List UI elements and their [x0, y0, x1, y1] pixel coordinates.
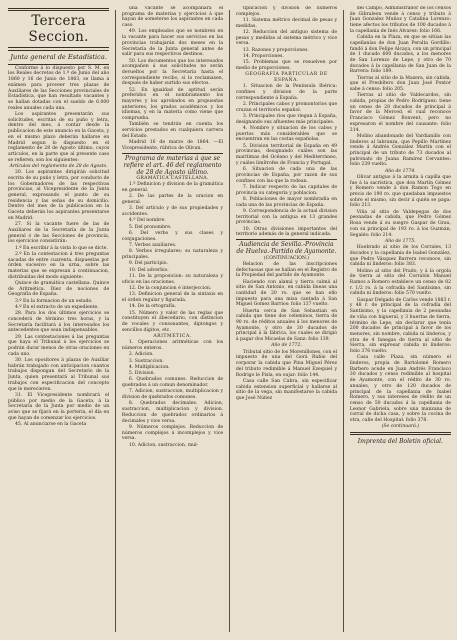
paragraph: Viña al sitio de Valdepegas de dos peonadas de cabida, que Pedro Gómez Rosa vende á su suegro Gaspar de Grau, con su principal de 193 ro. á los Guzmán, Segalés: folio 214. — [349, 209, 451, 238]
title-rule-top — [8, 8, 109, 11]
list-item: 14. De la ortografía. — [128, 304, 177, 310]
list-item: 8. Quebrados decimales. Adicion, sustraccion, multiplicacion y division. Reduccion de quebrados ordinarios á decimales y vice versa. — [121, 401, 224, 424]
paragraph: 1.º En escribir á la vista lo que se dicte. — [15, 245, 108, 251]
column-4 — [350, 6, 451, 640]
list-item: 10. Del adverbio. — [128, 267, 169, 273]
paragraph: Tierras al sitio de Valdecardos, sin cabida, propias de Pedro Rodríguez: tiene un censo de 28 ducados de principal á favor de la Merced, el cual reconoce Francisco Gómez Bonvent, pero no expresaron el nombre del causante: folio 214. — [349, 93, 451, 133]
reglamento-heading: Artículos del reglamento de 28 de Agosto. — [9, 163, 108, 169]
list-item: 6. Situacion de cada una de las provincias de España, por razon de sus confines con las que la rodean. — [235, 167, 338, 184]
list-item: 4.ª Del nombre. — [128, 218, 166, 224]
list-item: tiplicacion y division de números complejos. — [235, 6, 338, 17]
list-item: 10. Adicion, sustraccion, mul- — [128, 442, 199, 448]
paragraph: del Campo, Administrador de los censos de Gibraleon vende á censo y tributo á Juan Gonzalez Muñoz y Catalina Lorenzo: tiene afectos los tributos de 100 ducados á la capellania de Inés Alvarez: folio 166. — [349, 6, 451, 34]
list-item: 10. Otras divisiones importantes del territorio además de la general indicada. — [235, 226, 338, 238]
divider-rule — [236, 239, 337, 240]
relacion-heading: Relacion de las inscripciones defectuosas que se hallan en el Registro de la Propiedad del partido de Ayamonte. — [235, 261, 338, 279]
paragraph: Tierras al sitio de la Mazera, sin cabida, que el Presbítero don Juan José Pontor sabe á censo: folio 205. — [349, 75, 451, 93]
list-item: 9. Del participio. — [128, 261, 168, 267]
list-item: 1.ª Definicion y division de la gramática en general. — [121, 182, 224, 194]
paragraph: También se tendrán en cuenta los servicios prestados en cualquiera carrera del Estado. — [121, 122, 224, 139]
paragraph: Madrid 16 de marzo de 1864. —El Vicepresidente, rúbrica de Olivan. — [121, 140, 224, 151]
audiencia-heading: Audiencia de Sevilla.-Provincia de Huelva.-Partido de Ayamonte. — [236, 240, 337, 255]
year-heading: Año de 1772. — [271, 343, 302, 349]
list-item: 7. Verbos auxiliares. — [128, 243, 177, 249]
paragraph: 27. Si la vacante fuere de las de Auxiliares de la Secretaría de la Junta general ó de las Secciones de provincia, los ejercicios consistirán: — [8, 222, 110, 245]
subtitle-rule — [8, 64, 109, 65]
list-item: 3. Del artículo y de sus propiedades y accidentes. — [121, 206, 224, 218]
paragraph: 2.º En la contestacion á tres preguntas sacadas de entre cuarenta, dispuestas por órden sucesivo en la urna, sobre las materias que se expresan á continuacion, distribuidas del modo siguiente: — [8, 251, 110, 280]
grammar-heading: GRAMÁTICA CASTELLANA. — [136, 176, 209, 182]
column-2 — [122, 6, 223, 640]
paragraph: 45. Al anunciarse en la Gaceta — [15, 421, 87, 427]
arithmetic-heading: ARITMÉTICA. — [153, 333, 192, 339]
continuacion-label: (CONTINUACION.) — [263, 255, 310, 261]
program-heading: Programa de materias á que se refiere el art. 46 del reglamento de 28 de Agosto último. — [123, 154, 222, 176]
paragraph: Tributal sitio de los Moreníllones, con el impuesto de una del Gorá Rubio del corporar la cabida que Pina Miguel Pérez del tributo redimible á Manuel Ezequiel y Rodrigo le Pisla, en oujar: folio 144. — [235, 349, 338, 378]
section-title: Tercera Seccion. — [28, 13, 89, 46]
section-subtitle: Junta general de Estadística. — [10, 52, 107, 61]
title-rule-bottom — [8, 47, 109, 50]
list-item: 6. Del verbo y sus clases y conjugaciones. — [121, 231, 224, 242]
list-item: 5. Division. — [128, 371, 155, 377]
paragraph: 4.º En el extracto de un expediente. — [15, 304, 99, 310]
paragraph: Los aspirantes presentarán sus solicitudes, escritas de su puño y letra, dentro del mes, á contar desde la publicacion de este anuncio en la Gaceta, y en el mismo plazo deberán hallarse en Madrid segun lo dispuesto en el reglamento de 28 de Agosto último, cuyos artículos, en la parte que al presente caso se refieren, son los siguientes: — [8, 112, 110, 163]
continued-note: (Se continuará.) — [381, 424, 420, 430]
list-item: 3. Principales ríos que riegan á España, designando sus afluentes más principales. — [235, 114, 338, 125]
paragraph: Molino al sitio del Prado, y á la orgola de tierra al sitio del Corralón Manuel Ramos a Romero establece un censo de 82 r. 1/2 ro. á la cofradía del Santísimo, sin cabida ni linderos: folio 570 vuelto. — [349, 268, 451, 297]
paragraph: Casa calle San Cabra, sin especificar cabida extension superficial y hallarse al sitio de la vega, sin manifestarse la cabida que José Núñez — [235, 378, 338, 401]
list-item: 13. Razones y proporciones. — [242, 47, 309, 53]
divider-rule — [122, 153, 223, 154]
list-item: 11. De la proposicion: su naturaleza y oficio en las oraciones. — [121, 273, 224, 285]
list-item: 9. Números complejos. Reduccion de números complejos á incomplejos y vice versa. — [121, 424, 224, 442]
paragraph: 49. Los empleados que se nombren en la vacante para hacer sus servicios en las provincias trabajarán dos meses en la Secretaría de la Junta general antes de salir para sus respectivos destinos. — [121, 29, 224, 58]
paragraph: Huerta cerca de San Sebastian en cabida que tiene dos celeminos, tierra de 90 ro. de réditos anuales á los menores de Ayamonte, y otro de 30 ducados de principal á la fábrica, los cuales se dirigió á pagar dos Micaelas de Sanz: folio 139. — [235, 308, 338, 343]
list-item: 6. Quebrados comunes. Reduccion de quebrados á un comun denominador. — [121, 377, 224, 389]
paragraph: 29. Las contestaciones á las preguntas que haya el Tribunal á los ejercicios se podrán durar menos de otras oraciones en cada uno. — [8, 334, 110, 357]
list-item: 2. Adicion. — [128, 352, 154, 358]
list-item: 2. Principales cabos y promontorios que cruzan el territorio español. — [235, 102, 338, 113]
paragraph: Casa calle Plaza, sin número el linderos, propia de Bartolomé Romero Barbero acude en Juan Andrés Francisco 30 ducados y censo redimible al hospital de Ayamonte, con el rédito de 30 ro. anuales, y otro de 120 ducados de principal de la capellania de Isabel Romero, y sus intereses de rédito de un censo de 50 ducados á la capellania de Leonor Gabriela, sobre una manzana de corral de dicha casa, y sobre la cocina de otra, calle del Hospital: folio 378. — [349, 355, 451, 424]
list-item: 15. Problemas que se resuelven por medio de proporciones. — [235, 60, 338, 71]
paragraph: 52. En igualdad de aptitud serán preferidos en el nombramiento los mayores y los aprobados en propuestas anteriores, los grados académicos y los idiomas, y en la materia como viene que comprueba. — [121, 87, 224, 122]
list-item: 4. Multiplicacion. — [128, 364, 170, 370]
paragraph: 3.º En la formacion de un estado. — [15, 298, 93, 304]
list-item: 7. Adicion, sustraccion, multiplicacion y division de quebrados comunes. — [121, 389, 224, 401]
paragraph: Huebrado al sitio de los Corrales, 13 ducados y la capellania de Isabel González, que Pedro Vásquez Barrera reconoce, sin cabida ni linderos: folio 383. — [349, 245, 451, 268]
paragraph: 20. Los aspirantes dirigirán solicitud escrita de su puño y letra, por conducto de los Gobernadores de las respectivas provincias, al Vicepresidente de la Junta general, expresando el punto de su residencia y las señas de su domicilio. Dentro del mes de la publicacion en la Gaceta deberán los aspirantes presentarse en Madrid. — [8, 170, 110, 221]
geography-heading: GEOGRAFÍA PARTICULAR DE ESPAÑA. — [245, 72, 328, 83]
list-item: 2. De las partes de la oracion en general. — [121, 194, 224, 206]
paragraph: 31. El Vicepresidente nombrará el público por medio de la Gaceta, á la Secretaría de la Junta por medio de un aviso que se fijará en la portería, el día en que hayan de comenzar los ejercicios. — [8, 392, 110, 421]
paragraph: Conforme á lo dispuesto por S. M. en los Reales decretos de 1.º de Junio del año 1860 y 16 de Junio de 1863, se llama á exámen para proveer tres plazas de Auxiliares de las Secciones provinciales de Estadística, que han resultado vacantes y se hallan dotadas con el sueldo de 6.000 reales anuales cada una. — [8, 65, 110, 111]
paragraph: Cabida en la Plaza, en que se sitúan las capellanías de don Juan Peralta Gordillo: fundó á don Felipe Alcaya, con un principal de 1 ducado 600 ducados, a los menores de San Lorenzo de Lepe, y otro de 70 ducados á la capellania de San Juan de la Barrera: folio 189. — [349, 35, 451, 75]
list-item: 13. Definicion general de la sintaxis en el órden regular y figurada. — [121, 292, 224, 303]
paragraph: 28. Para los dos últimos ejercicios se concederá de término tres horas, y la Secretaría facilitará á los interesados los antecedentes que sean indispensables. — [8, 311, 110, 334]
imprint-rule — [350, 432, 451, 435]
column-divider — [115, 10, 116, 632]
list-item: 9. Correspondencia de la actual division territorial con la antigua en 13 grandes provincias. — [235, 208, 338, 226]
column-divider — [229, 10, 230, 632]
list-item: 3. Sustraccion. — [128, 358, 164, 364]
list-item: 15. Número y valor de las reglas que constituyen el ábecedario, con distincion de vocales y consonantes, diptongos y sencillos dígitos, etc. — [121, 310, 224, 333]
list-item: 5. Del pronombre. — [128, 224, 172, 230]
paragraph: 30. Los opositores á plazas de Auxiliar habrán trabajado con anticipacion cuantos trabajos dispongan del Secretario de la Junta, quien presentará al Tribunal sus trabajos con especificacion del concepto que le merecieron. — [8, 358, 110, 392]
paragraph: Olivar antiguo á la armita á capilla que fue á la sacrística, que don Martín Gómez y Romero vende á don Ramon Togo en precio de 190 ro. que quedaban impuestos sobre el mismo, sin decir á quién se paga: folio 213. — [349, 174, 451, 209]
list-item: 12. Reduccion del antiguo sistema de pesas y medidas al sistema métrico y vice versa. — [235, 30, 338, 47]
paragraph: Gaspar Delgado de Carlos vende 1883 r. y 48 r. de principal de la cofradía del Santísimo, y la capellania de 2 peonadas de viña con higueral, y 3 huertas de tierra, término de Lepe, sin declarar que tenía 200 ducados de principal á favor de los menores, sin nombre, cabida ni linderos, y otra de 4 fanegas de tierra al sitio de Sierra, sin expresar cabida ni linderos: folio 376 vuelto. — [349, 297, 451, 355]
column-3 — [236, 6, 337, 640]
list-item: 1. Operaciones aritméticas con los números enteros. — [121, 340, 224, 351]
list-item: 7. Indicar respecto de las capitales de provincia su categoría y poblacion. — [235, 184, 338, 196]
list-item: 5. Division territorial de España en 49 provincias, designando cuáles son las marítimas del Océano y del Mediterráneo, y cuáles limítrofes de Francia y Portugal. — [235, 143, 338, 166]
paragraph: Quince de gramática castellana. Quince de Aritmética. Diez de nociones de Geografía de España. — [8, 280, 110, 298]
column-1 — [8, 6, 109, 640]
columns — [8, 6, 451, 640]
list-item: 1. Situacion de la Península Ibérica: confines y division de la parte correspondiente á España. — [235, 84, 338, 101]
list-item: 12. De la conjuncion é interjeccion. — [128, 285, 212, 291]
year-heading: Año de 1774. — [384, 168, 416, 174]
list-item: 4. Nombre y situacion de los cabos y puertos más considerables que se encuentran en las costas españolas. — [235, 126, 338, 143]
printer-imprint: Imprenta del Boletin oficial. — [357, 438, 443, 446]
paragraph: Haciendo con alamá y tierra calmá al sitio de San Antonio, en cabida lineas una cantidad de 20 ro. que se han ello impuesto para una misa cantada á San Miguel Gomez Barrios: folio 137 vuelto. — [235, 279, 338, 308]
column-divider — [343, 10, 344, 632]
year-heading: Año de 1775. — [384, 238, 416, 244]
paragraph: una vacante se acompañará el programa de materias y ejercicios á que hayan de someterse los aspirantes en cada caso. — [121, 6, 224, 29]
paragraph: 50. Los documentos que los interesados acompañen á sus solicitudes no serán devueltos por la Secretaría hasta el correspondiente recibo, si lo reclamasen, después de haber surtido sus efectos. — [121, 58, 224, 87]
list-item: 14. Proporciones. — [242, 54, 284, 59]
list-item: 8. Verbos irregulares: su naturaleza y principales. — [121, 249, 224, 261]
list-item: 11. Sistema métrico decimal de pesas y medidas. — [235, 18, 338, 29]
paragraph: Molino abandonado del Vardianillo con linderos al labranza, que Pepillo Martínez vende á Andrés González Martín con el principal de un tributo de 73 ducados al patronato de Juana Ramírez Cervantes: folio 239 vuelto. — [349, 133, 451, 168]
list-item: 8. Poblaciones de mayor nombradía en cada una de las provincias de España. — [235, 196, 338, 208]
